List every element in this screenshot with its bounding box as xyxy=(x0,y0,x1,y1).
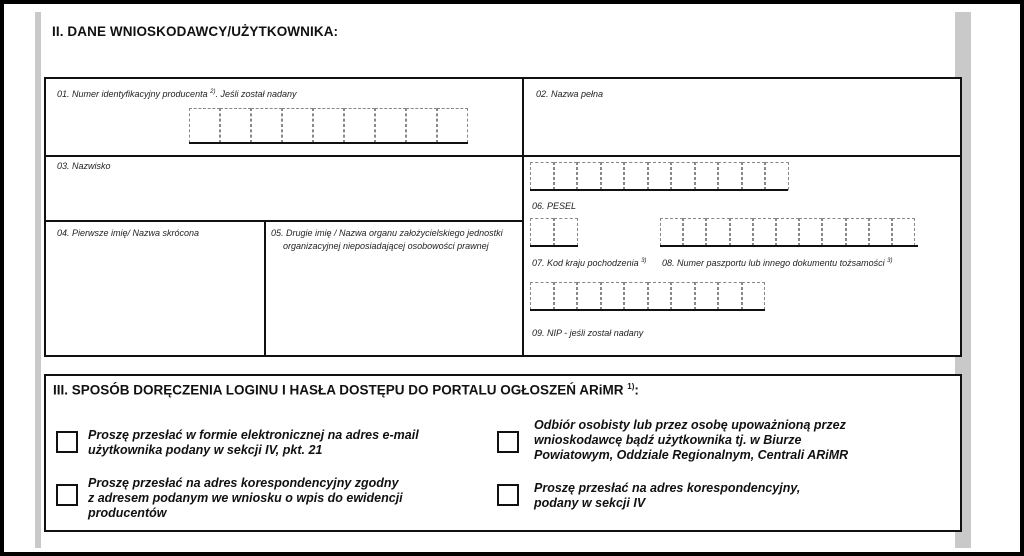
divider-04-05 xyxy=(264,220,266,357)
producer-id-input[interactable] xyxy=(189,108,468,143)
divider-vertical-main xyxy=(522,77,524,357)
correspondence-address-label: Proszę przesłać na adres korespondencyjny, podany w sekcji IV xyxy=(534,481,801,510)
country-code-input[interactable] xyxy=(530,218,578,246)
pesel-baseline xyxy=(530,189,788,191)
field09-label: 09. NIP - jeśli został nadany xyxy=(532,328,644,338)
nip-baseline xyxy=(530,309,765,311)
second-name-input[interactable] xyxy=(270,256,518,352)
correspondence-address-checkbox[interactable] xyxy=(497,484,519,506)
personal-pickup-label: Odbiór osobisty lub przez osobę upoważnioną przez wnioskodawcę bądź użytkownika tj. w Biurze Powiatowym, Oddziale Regionalnym, Centrali ARiMR xyxy=(534,418,849,462)
field03-label: 03. Nazwisko xyxy=(57,161,111,171)
full-name-input[interactable] xyxy=(526,100,956,152)
first-name-input[interactable] xyxy=(48,242,260,352)
divider-row2 xyxy=(44,220,524,222)
producer-id-baseline xyxy=(189,142,468,144)
field06-label: 06. PESEL xyxy=(532,201,577,211)
divider-row1 xyxy=(44,155,962,157)
field05-label-line1: 05. Drugie imię / Nazwa organu założycielskiego jednostki xyxy=(271,228,503,238)
field01-label: 01. Numer identyfikacyjny producenta $^{2)}$. Jeśli został nadany xyxy=(57,89,297,99)
registry-address-label: Proszę przesłać na adres korespondencyjny zgodny z adresem podanym we wniosku o wpis do ewidencji producentów xyxy=(88,476,403,520)
country-code-baseline xyxy=(530,245,578,247)
section-margin-left xyxy=(35,12,41,548)
registry-address-checkbox[interactable] xyxy=(56,484,78,506)
personal-pickup-checkbox[interactable] xyxy=(497,431,519,453)
passport-number-baseline xyxy=(660,245,918,247)
field02-label: 02. Nazwa pełna xyxy=(536,89,604,99)
field04-label: 04. Pierwsze imię/ Nazwa skrócona xyxy=(57,228,200,238)
field08-label: 08. Numer paszportu lub innego dokumentu tożsamości $^{3)}$ xyxy=(662,258,893,268)
section2-title: II. DANE WNIOSKODAWCY/UŻYTKOWNIKA: xyxy=(52,24,339,39)
email-delivery-checkbox[interactable] xyxy=(56,431,78,453)
surname-input[interactable] xyxy=(48,172,518,218)
email-delivery-label: Proszę przesłać w formie elektronicznej na adres e-mail użytkownika podany w sekcji IV, pkt. 21 xyxy=(88,428,419,457)
field05-label-line2: organizacyjnej nieposiadającej osobowości prawnej xyxy=(283,241,489,251)
passport-number-input[interactable] xyxy=(660,218,915,246)
section3-title: III. SPOSÓB DORĘCZENIA LOGINU I HASŁA DOSTĘPU DO PORTALU OGŁOSZEŃ ARiMR $^{1)}$: xyxy=(53,382,639,398)
pesel-input[interactable] xyxy=(530,162,789,190)
field07-label: 07. Kod kraju pochodzenia $^{3)}$ xyxy=(532,258,647,268)
nip-input[interactable] xyxy=(530,282,765,310)
